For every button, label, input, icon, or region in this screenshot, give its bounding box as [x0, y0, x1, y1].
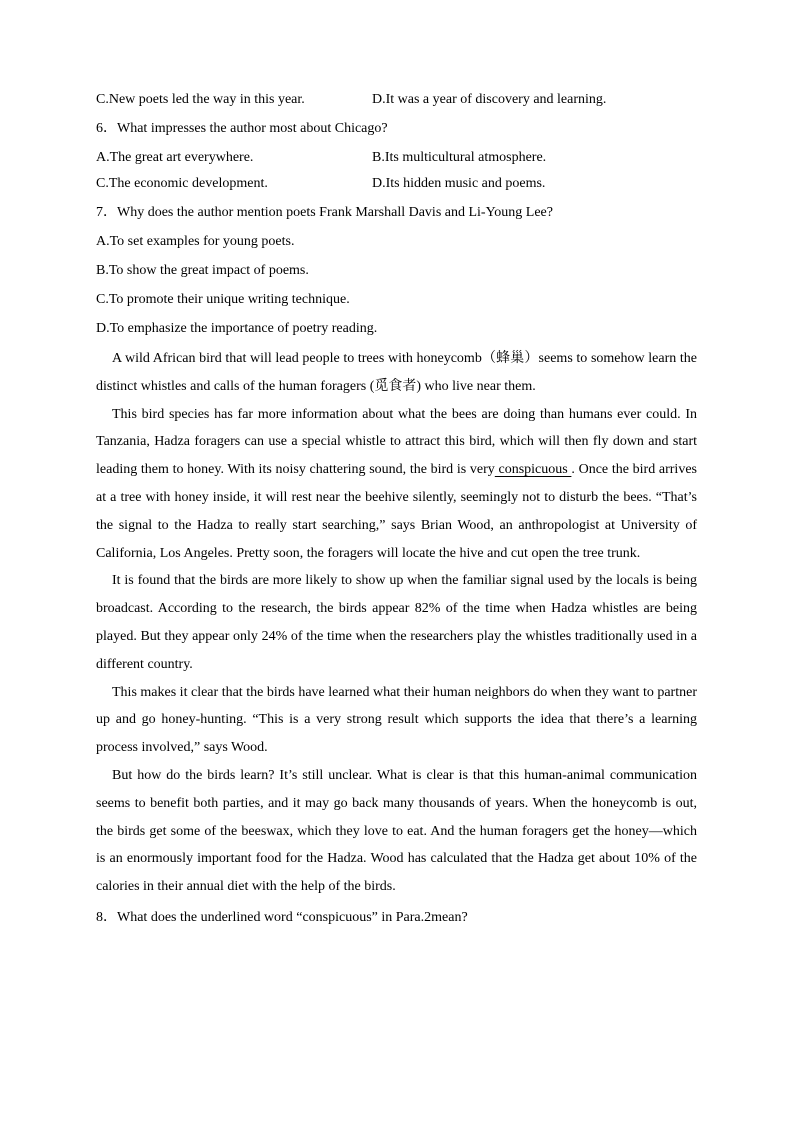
passage-paragraph-3: It is found that the birds are more likely to show up when the familiar signal used by the locals is being broadcast. According to the research, the birds appear 82% of the time when Hadza whistles are being played. But they appear only 24% of the time when the researchers play the whistles traditionally used in a different country. [96, 573, 697, 672]
q7-option-d: D.To emphasize the importance of poetry reading. [96, 321, 378, 336]
passage-paragraph-2-start: This bird species has far more information about what the bees are doing than humans ever could. In Tanzania, Hadza foragers can use a special whistle to attract this bird, which will then fly down and start leading them to honey. With its noisy chattering sound, the bird is very [96, 406, 697, 478]
q7-option-c: C.To promote their unique writing technique. [96, 292, 350, 307]
q6-options-cd [96, 175, 697, 193]
passage-paragraph-2 [96, 401, 697, 568]
q5-option-d: D.It was a year of discovery and learning. [372, 92, 607, 107]
underlined-word-conspicuous: conspicuous [494, 462, 572, 478]
q6-question: 6．What impresses the author most about Chicago? [96, 121, 388, 136]
q6-option-b: B.Its multicultural atmosphere. [372, 150, 547, 165]
passage-paragraph-5: But how do the birds learn? It’s still unclear. What is clear is that this human-animal communication seems to benefit both parties, and it may go back many thousands of years. When the honeycomb is out, the birds get some of the beeswax, which they love to eat. And the human foragers get the honey—which is an enormously important food for the Hadza. Wood has calculated that the Hadza get about 10% of the calories in their annual diet with the help of the birds. [96, 767, 697, 895]
document-page [96, 91, 697, 927]
passage-paragraph-4: This makes it clear that the birds have learned what their human neighbors do when they want to partner up and go honey-hunting. “This is a very strong result which supports the idea that there’s a learning process involved,” says Wood. [96, 684, 697, 756]
q6-option-a: A.The great art everywhere. [96, 150, 254, 165]
q5-option-c: C.New poets led the way in this year. [96, 92, 305, 107]
q7-option-a: A.To set examples for young poets. [96, 234, 295, 249]
passage-paragraph-2-end: . Once the bird arrives at a tree with honey inside, it will rest near the beehive silently, seemingly not to disturb the bees. “That’s the signal to the Hadza to really start searching,” says Brian Wood, an anthropologist at University of California, Los Angeles. Pretty soon, the foragers will locate the hive and cut open the tree trunk. [96, 462, 697, 561]
q5-options-cd [96, 91, 697, 109]
q6-option-d: D.Its hidden music and poems. [372, 176, 546, 191]
q7-option-b: B.To show the great impact of poems. [96, 263, 309, 278]
q7-question: 7．Why does the author mention poets Frank Marshall Davis and Li-Young Lee? [96, 205, 553, 220]
q6-options-ab [96, 149, 697, 167]
q8-question: 8．What does the underlined word “conspicuous” in Para.2mean? [96, 909, 468, 925]
q6-option-c: C.The economic development. [96, 176, 268, 191]
passage-paragraph-1: A wild African bird that will lead people to trees with honeycomb（蜂巢）seems to somehow learn the distinct whistles and calls of the human foragers (觅食者) who live near them. [96, 351, 697, 394]
